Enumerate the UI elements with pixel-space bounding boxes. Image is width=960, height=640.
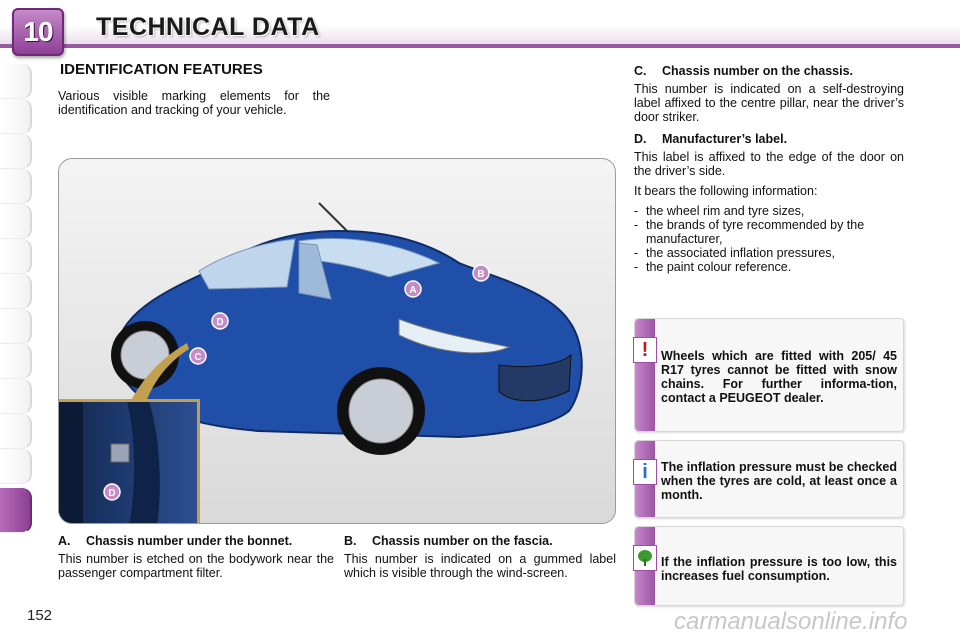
chapter-tab[interactable] — [0, 204, 32, 239]
chapter-badge — [12, 8, 64, 56]
section-d-title: Manufacturer’s label. — [662, 132, 788, 146]
info-note-text: The inflation pressure must be checked when the tyres are cold, at least once a month. — [661, 460, 897, 502]
caption-b-title: Chassis number on the fascia. — [372, 534, 553, 548]
chapter-tab[interactable] — [0, 239, 32, 274]
chapter-tab[interactable] — [0, 449, 32, 484]
marker-a — [405, 281, 421, 297]
door-edge — [127, 402, 160, 524]
caption-b-body: This number is indicated on a gummed label which is visible through the wind-screen. — [344, 552, 616, 580]
marker-d — [212, 313, 228, 329]
section-c-heading — [634, 64, 904, 78]
section-heading: IDENTIFICATION FEATURES — [60, 61, 263, 78]
right-column — [634, 64, 904, 274]
chapter-tab[interactable] — [0, 64, 32, 99]
chapter-tab[interactable] — [0, 169, 32, 204]
marker-b-label: B — [477, 269, 485, 280]
info-intro: It bears the following information: — [634, 184, 818, 198]
header-divider — [0, 44, 960, 48]
chapter-tab[interactable] — [0, 309, 32, 344]
section-d-body: This label is affixed to the edge of the door on the driver’s side. — [634, 150, 904, 178]
door-frame — [59, 402, 83, 524]
eco-note-text: If the inflation pressure is too low, this increases fuel consumption. — [661, 555, 897, 583]
caption-b — [344, 534, 616, 580]
caption-b-heading — [344, 534, 616, 548]
warning-icon: ! — [633, 337, 657, 363]
chapter-number: 10 — [23, 16, 53, 47]
info-item: - the associated inflation pressures, — [634, 246, 835, 260]
section-d-heading — [634, 132, 904, 146]
watermark: carmanualsonline.info — [674, 608, 908, 635]
caption-b-letter: B. — [344, 534, 357, 548]
info-item: - the paint colour reference. — [634, 260, 792, 274]
caption-a-body: This number is etched on the bodywork near the passenger compartment filter. — [58, 552, 334, 580]
chapter-tab[interactable] — [0, 274, 32, 309]
section-c-title: Chassis number on the chassis. — [662, 64, 854, 78]
section-c-letter: C. — [634, 64, 647, 78]
info-list — [634, 204, 904, 274]
info-item: - the brands of tyre recommended by the manufacturer, — [634, 218, 865, 246]
chapter-tab[interactable] — [0, 134, 32, 169]
side-window — [199, 239, 295, 289]
marker-c — [190, 348, 206, 364]
warning-note — [634, 318, 904, 432]
leaf-icon-shape — [636, 549, 654, 567]
marker-d-inset-label: D — [108, 488, 116, 499]
door-edge-drawing — [59, 402, 197, 524]
marker-d-inset — [104, 484, 120, 500]
chapter-tab[interactable] — [0, 379, 32, 414]
info-note — [634, 440, 904, 518]
section-d-letter: D. — [634, 132, 647, 146]
page-number: 152 — [27, 607, 53, 624]
marker-a-label: A — [409, 285, 417, 296]
caption-a — [58, 534, 334, 580]
section-c-body: This number is indicated on a self-destroying label affixed to the centre pillar, near the driver’s door striker. — [634, 82, 904, 124]
marker-b — [473, 265, 489, 281]
door-striker — [111, 444, 129, 462]
caption-a-heading — [58, 534, 334, 548]
info-item: - the wheel rim and tyre sizes, — [634, 204, 805, 218]
caption-a-title: Chassis number under the bonnet. — [86, 534, 293, 548]
warning-note-text: Wheels which are fitted with 205/ 45 R17 tyres cannot be fitted with snow chains. For further informa-tion, contact a PEUGEOT dealer. — [661, 349, 897, 405]
page-title: TECHNICAL DATA — [96, 13, 320, 41]
chapter-tabs — [0, 64, 34, 533]
marker-c-label: C — [194, 352, 202, 363]
caption-a-letter: A. — [58, 534, 71, 548]
intro-text: Various visible marking elements for the identification and tracking of your vehicle. — [58, 89, 330, 117]
chapter-tab[interactable] — [0, 344, 32, 379]
note-stripe — [635, 319, 655, 431]
door-edge-inset — [59, 399, 200, 524]
chapter-tab-active[interactable] — [0, 488, 32, 533]
leaf-icon — [633, 545, 657, 571]
car-illustration — [58, 158, 616, 524]
marker-d-label: D — [216, 317, 224, 328]
info-icon: i — [633, 459, 657, 485]
front-rim — [349, 379, 413, 443]
eco-note — [634, 526, 904, 606]
chapter-tab[interactable] — [0, 414, 32, 449]
chapter-tab[interactable] — [0, 99, 32, 134]
